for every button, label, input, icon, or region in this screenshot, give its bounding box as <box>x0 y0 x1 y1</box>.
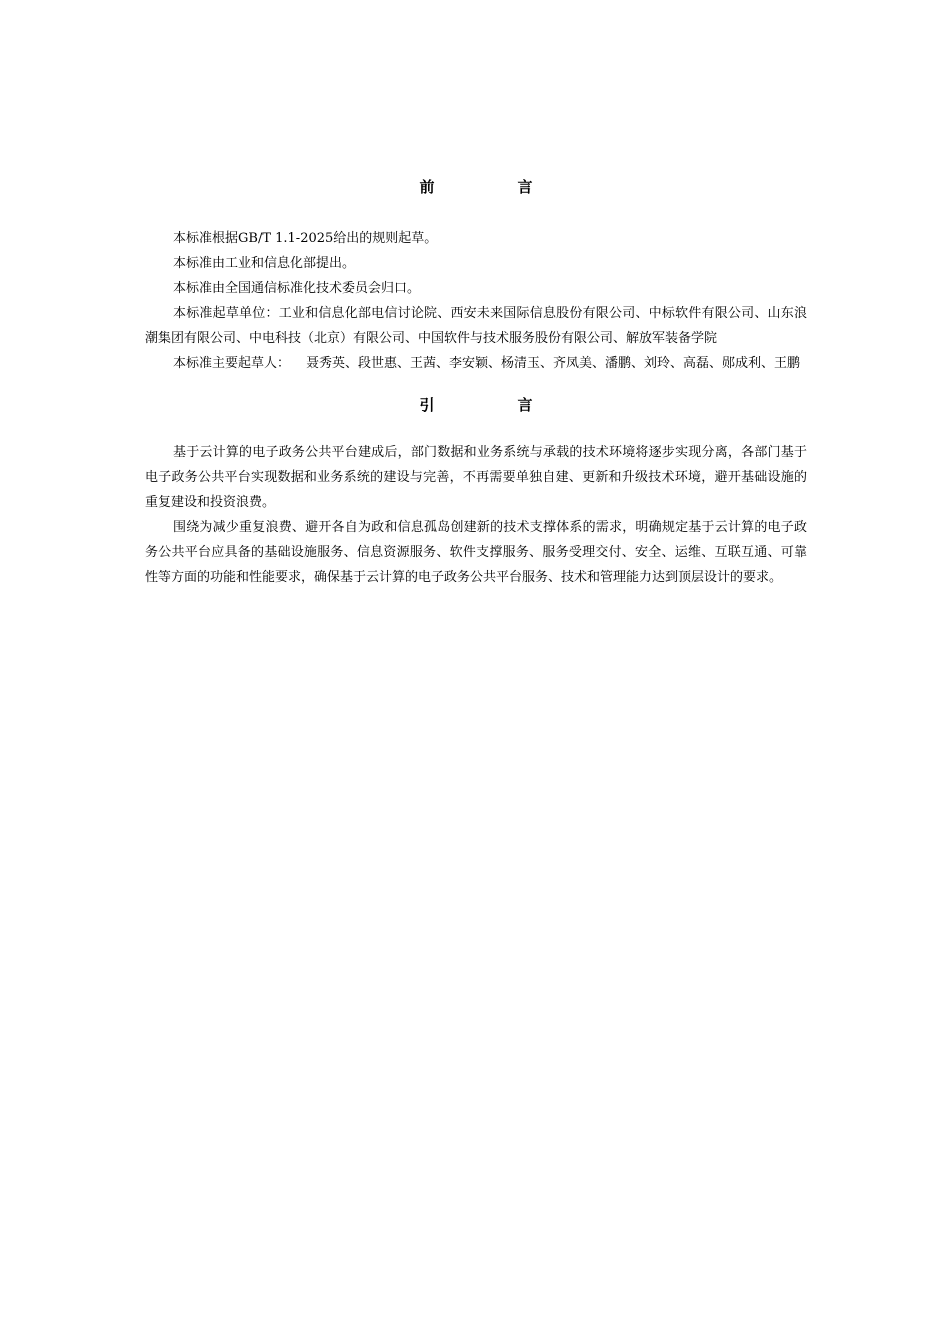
introduction-section <box>145 440 807 590</box>
drafters-names: 聂秀英、段世惠、王茜、李安颖、杨清玉、齐凤美、潘鹏、刘玲、高磊、郧成利、王鹏 <box>306 356 801 371</box>
foreword-paragraph-3: 本标准由全国通信标准化技术委员会归口。 <box>173 281 421 296</box>
foreword-section <box>145 226 807 376</box>
introduction-heading: 引 言 <box>419 396 567 414</box>
foreword-drafters <box>145 351 807 376</box>
introduction-paragraph-1: 基于云计算的电子政务公共平台建成后，部门数据和业务系统与承载的技术环境将逐步实现分离，各部门基于电子政务公共平台实现数据和业务系统的建设与完善，不再需要单独自建、更新和升级技术环境，避开基础设施的重复建设和投资浪费。 <box>145 445 807 510</box>
foreword-heading: 前 言 <box>419 178 567 196</box>
foreword-drafting-units: 本标准起草单位：工业和信息化部电信讨论院、西安未来国际信息股份有限公司、中标软件有限公司、山东浪潮集团有限公司、中电科技（北京）有限公司、中国软件与技术服务股份有限公司、解放军装备学院 <box>145 306 807 346</box>
foreword-paragraph-1: 本标准根据GB/T 1.1-2025给出的规则起草。 <box>173 231 438 246</box>
drafters-label: 本标准主要起草人： <box>173 356 291 371</box>
page-content <box>145 176 807 590</box>
foreword-paragraph-2: 本标准由工业和信息化部提出。 <box>173 256 356 271</box>
introduction-paragraph-2: 围绕为减少重复浪费、避开各自为政和信息孤岛创建新的技术支撑体系的需求，明确规定基于云计算的电子政务公共平台应具备的基础设施服务、信息资源服务、软件支撑服务、服务受理交付、安全、运维、互联互通、可靠性等方面的功能和性能要求，确保基于云计算的电子政务公共平台服务、技术和管理能力达到顶层设计的要求。 <box>145 520 807 585</box>
